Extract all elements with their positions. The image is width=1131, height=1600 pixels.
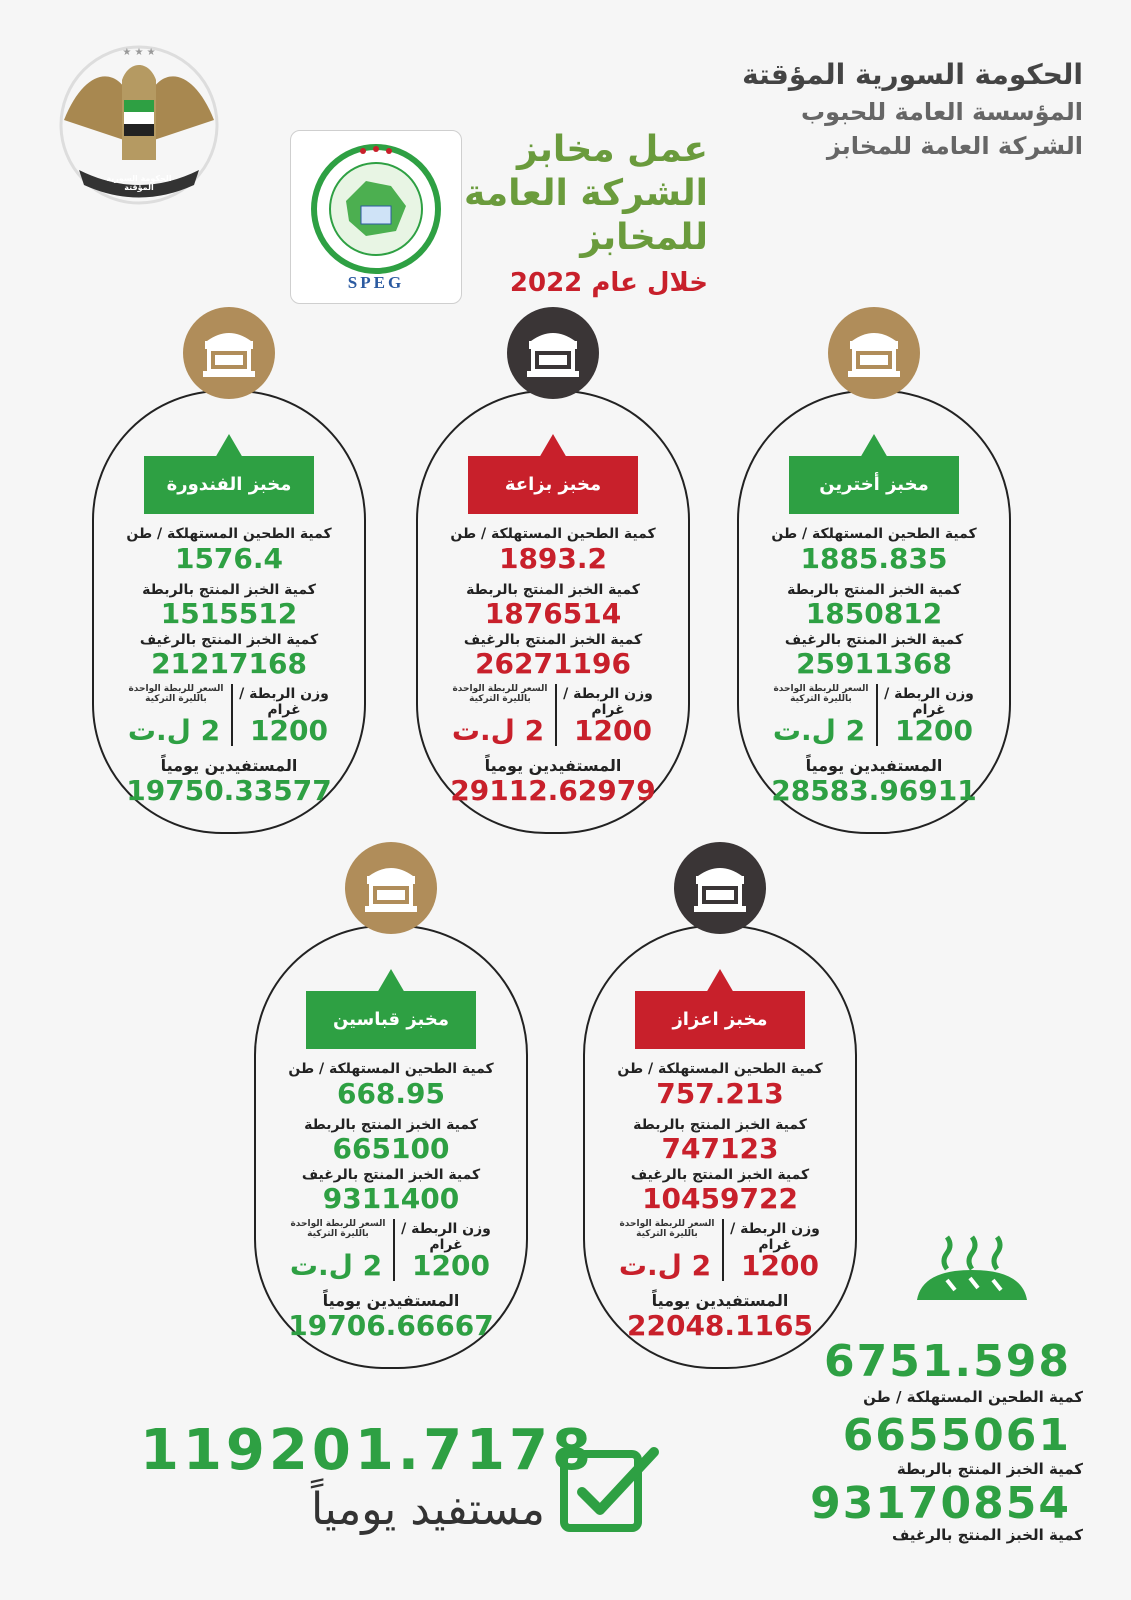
divider bbox=[722, 1219, 724, 1281]
divider bbox=[555, 684, 557, 746]
loaf-label: كمية الخبز المنتج بالرغيف bbox=[301, 1167, 481, 1183]
total-flour-value: 6751.598 bbox=[823, 1336, 1071, 1387]
label-pointer bbox=[860, 434, 888, 458]
bakery-name: مخبز اعزاز bbox=[635, 991, 805, 1049]
svg-text:★ ★ ★: ★ ★ ★ bbox=[122, 47, 156, 58]
total-flour-label: كمية الطحين المستهلكة / طن bbox=[863, 1388, 1083, 1406]
loaf-label: كمية الخبز المنتج بالرغيف bbox=[784, 632, 964, 648]
flour-label: كمية الطحين المستهلكة / طن bbox=[450, 526, 656, 542]
beneficiaries-value: 19750.33577 bbox=[126, 774, 332, 807]
price-label: السعر للربطة الواحدة بالليرة التركية bbox=[619, 1219, 715, 1239]
loaf-value: 9311400 bbox=[322, 1182, 460, 1215]
loaf-value: 21217168 bbox=[151, 647, 307, 680]
bakery-shop-icon bbox=[674, 842, 766, 934]
page-title bbox=[458, 128, 708, 298]
weight-value: 1200 bbox=[895, 714, 973, 747]
weight-value: 1200 bbox=[250, 714, 328, 747]
bundle-value: 1850812 bbox=[805, 597, 943, 630]
price-value: 2 ل.ت bbox=[289, 1249, 383, 1282]
flour-value: 1576.4 bbox=[174, 542, 284, 575]
price-value: 2 ل.ت bbox=[772, 714, 866, 747]
bakery-card bbox=[416, 390, 690, 834]
flour-label: كمية الطحين المستهلكة / طن bbox=[617, 1061, 823, 1077]
loaf-value: 26271196 bbox=[475, 647, 631, 680]
loaf-value: 25911368 bbox=[796, 647, 952, 680]
label-pointer bbox=[706, 969, 734, 993]
weight-label: وزن الربطة /غرام bbox=[563, 686, 653, 718]
weight-label: وزن الربطة /غرام bbox=[401, 1221, 491, 1253]
bakery-shop-icon bbox=[507, 307, 599, 399]
bakery-card bbox=[737, 390, 1011, 834]
total-beneficiaries-value: 119201.7178 bbox=[140, 1418, 595, 1483]
flour-label: كمية الطحين المستهلكة / طن bbox=[771, 526, 977, 542]
bundle-value: 747123 bbox=[661, 1132, 779, 1165]
flour-value: 668.95 bbox=[336, 1077, 446, 1110]
total-bundle-value: 6655061 bbox=[842, 1410, 1071, 1461]
beneficiaries-value: 19706.66667 bbox=[288, 1309, 494, 1342]
weight-label: وزن الربطة /غرام bbox=[730, 1221, 820, 1253]
total-loaf-value: 93170854 bbox=[810, 1478, 1071, 1529]
bundle-value: 1515512 bbox=[160, 597, 298, 630]
logo-text: SPEG bbox=[347, 273, 405, 292]
header-government: الحكومة السورية المؤقتة bbox=[742, 58, 1083, 91]
loaf-label: كمية الخبز المنتج بالرغيف bbox=[463, 632, 643, 648]
beneficiaries-value: 22048.1165 bbox=[627, 1309, 813, 1342]
price-label: السعر للربطة الواحدة بالليرة التركية bbox=[773, 684, 869, 704]
bundle-label: كمية الخبز المنتج بالربطة bbox=[633, 1117, 807, 1133]
bundle-label: كمية الخبز المنتج بالربطة bbox=[466, 582, 640, 598]
beneficiaries-label: المستفيدين يومياً bbox=[805, 756, 943, 775]
beneficiaries-value: 29112.62979 bbox=[450, 774, 656, 807]
loaf-label: كمية الخبز المنتج بالرغيف bbox=[139, 632, 319, 648]
total-beneficiaries-label: مستفيد يومياً bbox=[311, 1484, 545, 1535]
label-pointer bbox=[215, 434, 243, 458]
bakery-card bbox=[254, 925, 528, 1369]
price-value: 2 ل.ت bbox=[127, 714, 221, 747]
bread-icon bbox=[912, 1232, 1032, 1312]
divider bbox=[231, 684, 233, 746]
beneficiaries-label: المستفيدين يومياً bbox=[160, 756, 298, 775]
government-emblem bbox=[44, 40, 234, 210]
divider bbox=[876, 684, 878, 746]
beneficiaries-value: 28583.96911 bbox=[771, 774, 977, 807]
divider bbox=[393, 1219, 395, 1281]
bakery-shop-icon bbox=[345, 842, 437, 934]
price-label: السعر للربطة الواحدة بالليرة التركية bbox=[128, 684, 224, 704]
weight-value: 1200 bbox=[574, 714, 652, 747]
weight-label: وزن الربطة /غرام bbox=[884, 686, 974, 718]
bakery-name: مخبز بزاعة bbox=[468, 456, 638, 514]
price-value: 2 ل.ت bbox=[451, 714, 545, 747]
emblem-text: الحكومة السورية المؤقتة bbox=[106, 174, 172, 192]
bundle-label: كمية الخبز المنتج بالربطة bbox=[142, 582, 316, 598]
weight-label: وزن الربطة /غرام bbox=[239, 686, 329, 718]
total-bundle-label: كمية الخبز المنتج بالربطة bbox=[896, 1460, 1083, 1478]
title-year: خلال عام 2022 bbox=[509, 268, 708, 298]
header-bakeries-company: الشركة العامة للمخابز bbox=[826, 132, 1083, 160]
total-loaf-label: كمية الخبز المنتج بالرغيف bbox=[891, 1526, 1083, 1544]
bakery-card bbox=[92, 390, 366, 834]
title-line-1: عمل مخابز bbox=[516, 129, 708, 170]
weight-value: 1200 bbox=[412, 1249, 490, 1282]
label-pointer bbox=[377, 969, 405, 993]
loaf-value: 10459722 bbox=[642, 1182, 798, 1215]
flour-value: 1893.2 bbox=[498, 542, 608, 575]
weight-value: 1200 bbox=[741, 1249, 819, 1282]
bakery-name: مخبز قباسين bbox=[306, 991, 476, 1049]
bundle-value: 1876514 bbox=[484, 597, 622, 630]
loaf-label: كمية الخبز المنتج بالرغيف bbox=[630, 1167, 810, 1183]
price-value: 2 ل.ت bbox=[618, 1249, 712, 1282]
bakery-shop-icon bbox=[183, 307, 275, 399]
bakery-shop-icon bbox=[828, 307, 920, 399]
beneficiaries-label: المستفيدين يومياً bbox=[651, 1291, 789, 1310]
checkmark-icon bbox=[558, 1440, 668, 1540]
flour-value: 757.213 bbox=[656, 1077, 784, 1110]
flour-value: 1885.835 bbox=[800, 542, 948, 575]
bundle-value: 665100 bbox=[332, 1132, 450, 1165]
bakery-name: مخبز أخترين bbox=[789, 456, 959, 514]
title-line-2: الشركة العامة bbox=[463, 173, 708, 214]
beneficiaries-label: المستفيدين يومياً bbox=[484, 756, 622, 775]
bakery-card bbox=[583, 925, 857, 1369]
beneficiaries-label: المستفيدين يومياً bbox=[322, 1291, 460, 1310]
bundle-label: كمية الخبز المنتج بالربطة bbox=[787, 582, 961, 598]
price-label: السعر للربطة الواحدة بالليرة التركية bbox=[290, 1219, 386, 1239]
title-line-3: للمخابز bbox=[580, 217, 708, 258]
flour-label: كمية الطحين المستهلكة / طن bbox=[288, 1061, 494, 1077]
price-label: السعر للربطة الواحدة بالليرة التركية bbox=[452, 684, 548, 704]
bakery-name: مخبز الفندورة bbox=[144, 456, 314, 514]
flour-label: كمية الطحين المستهلكة / طن bbox=[126, 526, 332, 542]
label-pointer bbox=[539, 434, 567, 458]
bundle-label: كمية الخبز المنتج بالربطة bbox=[304, 1117, 478, 1133]
header-grain-institution: المؤسسة العامة للحبوب bbox=[801, 98, 1083, 126]
speg-logo bbox=[290, 130, 462, 304]
